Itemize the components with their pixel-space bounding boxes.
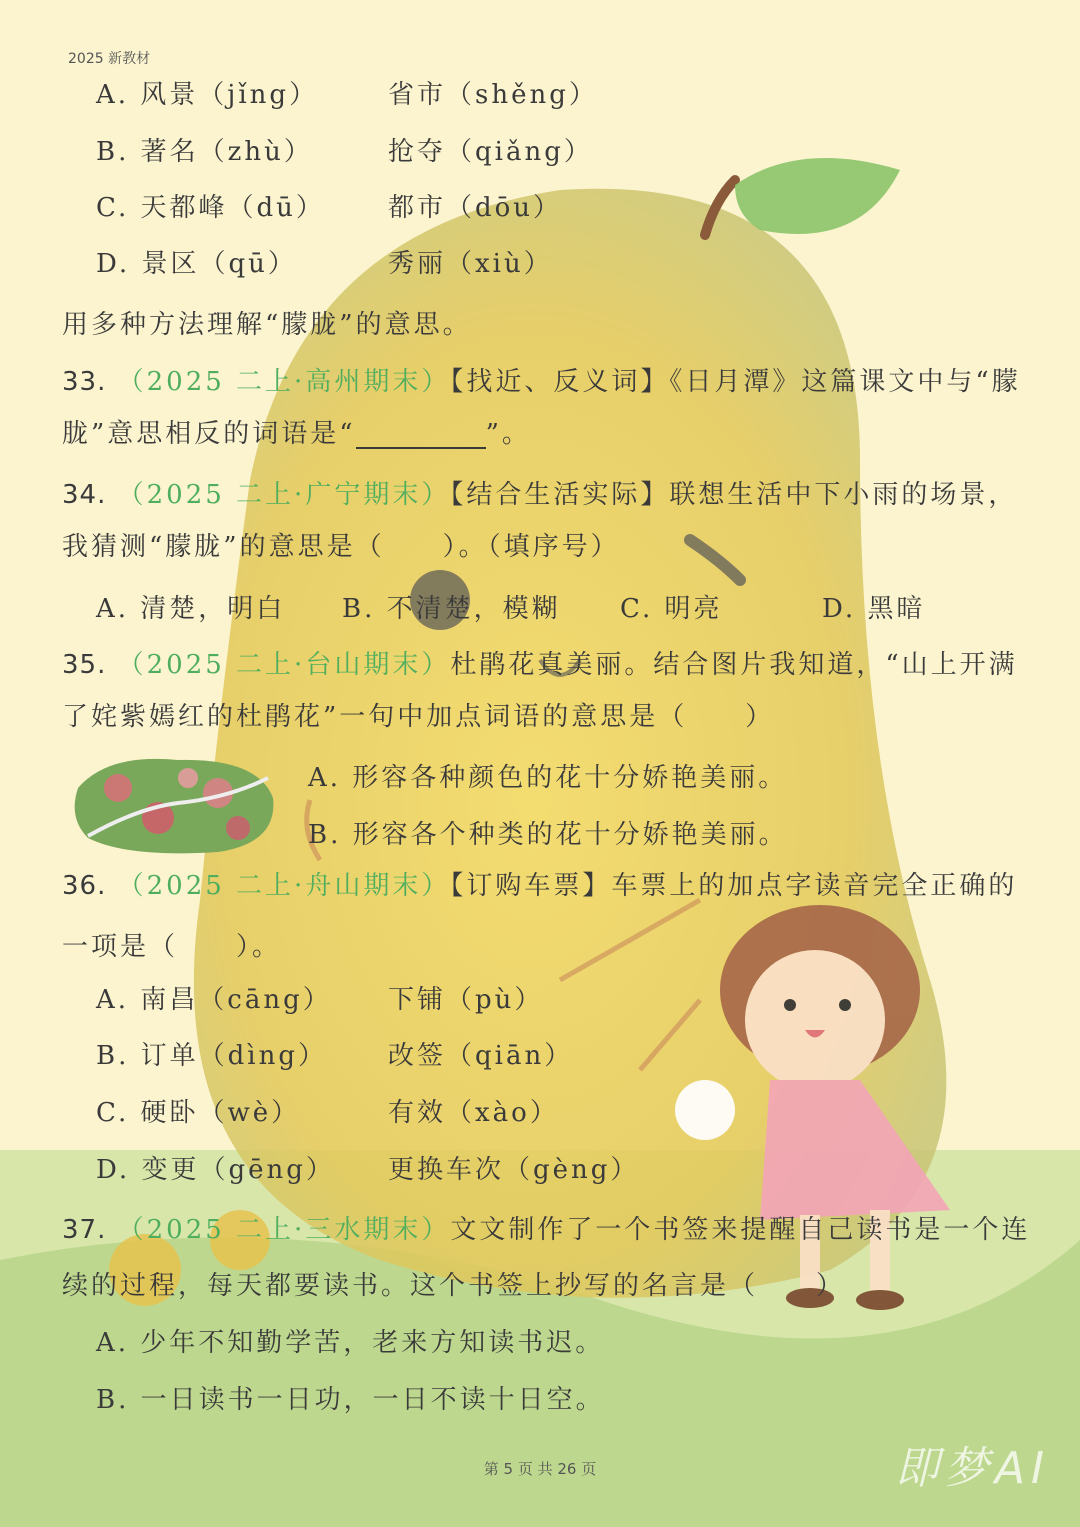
question-text: 【结合生活实际】联想生活中下小雨的场景， [450, 480, 1018, 510]
question-source: （2025 二上·三水期末） [117, 1215, 451, 1245]
q37-option-b: B. 一日读书一日功，一日不读十日空。 [96, 1385, 605, 1415]
q32-option-c-left: C. 天都峰（dū） [96, 193, 325, 223]
question-text-line2: 一项是（ ）。 [62, 932, 282, 962]
q36-option-c-left: C. 硬卧（wè） [96, 1098, 301, 1128]
question-text: 【订购车票】车票上的加点字读音完全正确的 [450, 871, 1018, 901]
q37-option-a: A. 少年不知勤学苦，老来方知读书迟。 [96, 1328, 605, 1358]
q36-option-c-right: 有效（xào） [388, 1098, 559, 1128]
question-number: 33. [62, 367, 107, 397]
q32-option-b-right: 抢夺（qiǎng） [388, 137, 593, 167]
q32-option-a-left: A. 风景（jǐng） [96, 80, 319, 110]
page-number: 第 5 页 共 26 页 [483, 1460, 597, 1478]
question-number: 34. [62, 480, 107, 510]
question-number: 35. [62, 650, 107, 680]
q36-option-b-right: 改签（qiān） [388, 1041, 574, 1071]
question-text-line2-end: ”。 [485, 419, 531, 449]
question-text-line2: 了姹紫嫣红的杜鹃花”一句中加点词语的意思是（ ） [62, 702, 775, 732]
question-text: 杜鹃花真美丽。结合图片我知道，“山上开满 [450, 650, 1018, 680]
question-source: （2025 二上·广宁期末） [117, 480, 451, 510]
question-source: （2025 二上·舟山期末） [117, 871, 451, 901]
question-number: 37. [62, 1215, 107, 1245]
q34-option-b: B. 不清楚，模糊 [342, 594, 561, 624]
q32-option-d-right: 秀丽（xiù） [388, 249, 553, 279]
q34-option-d: D. 黑暗 [822, 594, 926, 624]
q35-option-b: B. 形容各个种类的花十分娇艳美丽。 [308, 820, 788, 850]
q36-option-a-left: A. 南昌（cāng） [96, 985, 332, 1015]
azalea-mountain-photo [68, 748, 280, 858]
q32-option-d-left: D. 景区（qū） [96, 249, 297, 279]
q32-option-c-right: 都市（dōu） [388, 193, 563, 223]
question-text: 【找近、反义词】《日月潭》这篇课文中与“朦 [450, 367, 1021, 397]
answer-blank[interactable] [356, 421, 486, 449]
question-text: 文文制作了一个书签来提醒自己读书是一个连 [450, 1215, 1031, 1245]
q34-option-a: A. 清楚，明白 [96, 594, 286, 624]
q36-option-d-left: D. 变更（gēng） [96, 1155, 335, 1185]
q36-option-d-right: 更换车次（gèng） [388, 1155, 640, 1185]
question-number: 36. [62, 871, 107, 901]
question-text-line2: 续的过程，每天都要读书。这个书签上抄写的名言是（ ） [62, 1271, 846, 1301]
edition-tag: 2025 新教材 [68, 51, 151, 67]
section-intro: 用多种方法理解“朦胧”的意思。 [62, 310, 472, 340]
watermark: 即梦AI [894, 1443, 1050, 1494]
question-source: （2025 二上·高州期末） [117, 367, 451, 397]
q32-option-a-right: 省市（shěng） [388, 80, 598, 110]
q35-option-a: A. 形容各种颜色的花十分娇艳美丽。 [308, 763, 788, 793]
q36-option-b-left: B. 订单（dìng） [96, 1041, 327, 1071]
question-text-line2: 我猜测“朦胧”的意思是（ ）。（填序号） [62, 532, 620, 562]
question-text-line2: 胧”意思相反的词语是“ [62, 419, 356, 449]
q36-option-a-right: 下铺（pù） [388, 985, 544, 1015]
q32-option-b-left: B. 著名（zhù） [96, 137, 313, 167]
q34-option-c: C. 明亮 [620, 594, 723, 624]
question-source: （2025 二上·台山期末） [117, 650, 451, 680]
